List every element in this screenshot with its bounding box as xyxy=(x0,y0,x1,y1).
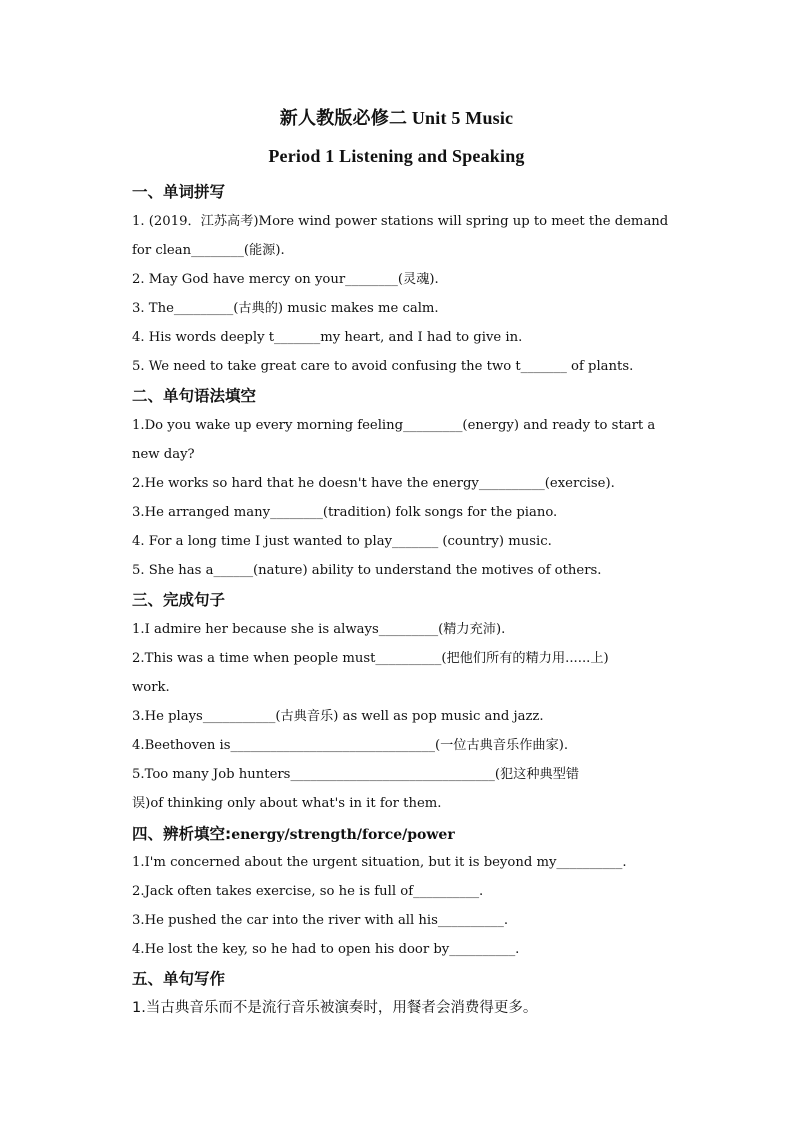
section-heading-word-list: energy/strength/force/power xyxy=(231,827,455,843)
page-subtitle: Period 1 Listening and Speaking xyxy=(268,146,525,166)
exercise-line: 2.Jack often takes exercise, so he is full of__________. xyxy=(132,884,484,899)
exercise-line: 1.当古典音乐而不是流行音乐被演奏时，用餐者会消费得更多。 xyxy=(132,1000,538,1016)
exercise-line: 2.He works so hard that he doesn't have the energy__________(exercise). xyxy=(132,476,615,491)
section-heading-cn: 四、辨析填空: xyxy=(132,825,232,843)
exercise-line: work. xyxy=(132,680,170,695)
exercise-line: 3.He plays___________(古典音乐) as well as pop music and jazz. xyxy=(132,709,544,724)
exercise-line: 1.Do you wake up every morning feeling_________(energy) and ready to start a xyxy=(132,418,656,433)
exercise-line: 1.I admire her because she is always_________(精力充沛). xyxy=(132,622,506,637)
exercise-line: 5. She has a______(nature) ability to understand the motives of others. xyxy=(132,563,602,578)
exercise-line: 3. The_________(古典的) music makes me calm. xyxy=(132,301,439,316)
exercise-line: 4. For a long time I just wanted to play_______ (country) music. xyxy=(132,534,552,549)
section-heading-word-spelling: 一、单词拼写 xyxy=(132,183,226,201)
exercise-line: 1. (2019．江苏高考)More wind power stations will spring up to meet the demand xyxy=(132,214,669,229)
section-heading-complete-sentences: 三、完成句子 xyxy=(132,591,226,609)
exercise-line: 5.Too many Job hunters_______________________________(犯这种典型错 xyxy=(132,767,580,782)
section-heading-sentence-writing: 五、单句写作 xyxy=(132,970,226,988)
exercise-line: 4. His words deeply t_______my heart, and I had to give in. xyxy=(132,330,523,345)
exercise-line: 4.He lost the key, so he had to open his door by__________. xyxy=(132,942,520,957)
exercise-line: 2. May God have mercy on your________(灵魂). xyxy=(132,272,439,287)
exercise-line: 3.He arranged many________(tradition) folk songs for the piano. xyxy=(132,505,558,520)
exercise-line: 1.I'm concerned about the urgent situation, but it is beyond my__________. xyxy=(132,855,627,870)
exercise-line: for clean________(能源). xyxy=(132,243,285,258)
exercise-line: 3.He pushed the car into the river with all his__________. xyxy=(132,913,509,928)
exercise-line: 误)of thinking only about what's in it for them. xyxy=(132,796,442,811)
exercise-line: new day? xyxy=(132,447,195,462)
exercise-line: 4.Beethoven is_______________________________(一位古典音乐作曲家). xyxy=(132,738,569,753)
exercise-line: 5. We need to take great care to avoid confusing the two t_______ of plants. xyxy=(132,359,634,374)
exercise-line: 2.This was a time when people must__________(把他们所有的精力用......上) xyxy=(132,651,609,666)
page-title: 新人教版必修二 Unit 5 Music xyxy=(279,108,514,128)
section-heading-grammar-fill: 二、单句语法填空 xyxy=(132,387,257,405)
section-heading-word-distinction xyxy=(132,824,455,845)
